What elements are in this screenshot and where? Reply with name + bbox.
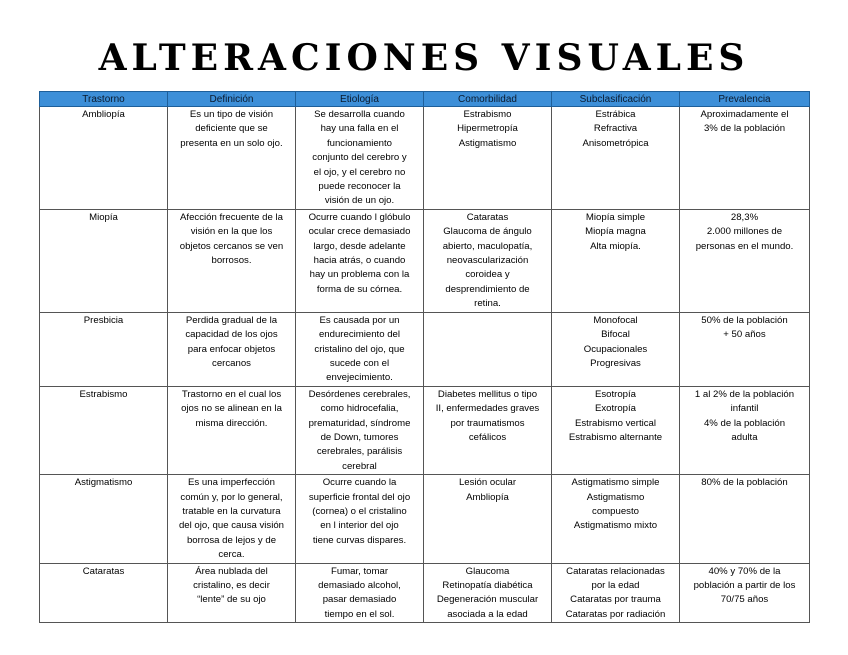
cell-text-line: II, enfermedades graves: [435, 403, 540, 415]
cell-text-line: 3% de la población: [703, 123, 786, 135]
cell-text-line: Trastorno en el cual los: [181, 388, 282, 400]
cell-text-line: Es una imperfección: [188, 477, 275, 489]
cell-text-line: 70/75 años: [720, 594, 769, 606]
cell-text-line: Cataratas: [82, 565, 125, 577]
cell-text-line: neovascularización: [446, 255, 529, 267]
cell-text-line: 1 al 2% de la población: [694, 388, 795, 400]
cell-etiologia: [296, 107, 424, 210]
cell-text-line: Ocupacionales: [583, 343, 648, 355]
column-header-definicion: Definición: [168, 92, 296, 107]
cell-text-line: 4% de la población: [703, 417, 786, 429]
cell-text-line: borrosa de lejos y de: [186, 534, 277, 546]
cell-text-line: tratable en la curvatura: [182, 505, 281, 517]
cell-text-line: demasiado alcohol,: [318, 580, 401, 591]
cell-comorbilidad: [424, 386, 552, 474]
cell-text-line: Perdida gradual de la: [185, 314, 278, 326]
cell-text-line: cerca.: [218, 549, 245, 561]
cell-comorbilidad: [424, 107, 552, 210]
cell-text-line: Es un tipo de visión: [189, 109, 274, 120]
cell-text-line: sucede con el: [329, 357, 390, 369]
cell-text-line: personas en el mundo.: [695, 240, 794, 252]
cell-text-line: compuesto: [592, 505, 639, 517]
cell-text-line: como hidrocefalia,: [320, 403, 399, 415]
cell-subclasificacion: [552, 475, 680, 563]
cell-comorbilidad: [424, 475, 552, 563]
cell-text-line: Retinopatía diabética: [442, 580, 533, 591]
cell-text-line: pasar demasiado: [322, 594, 397, 606]
cell-text-line: Ambliopía: [466, 491, 509, 503]
cell-text-line: conjunto del cerebro y: [312, 152, 407, 164]
disorders-table: [39, 91, 810, 623]
cell-text-line: Degeneración muscular: [436, 594, 539, 606]
table-row: [40, 475, 810, 563]
cell-text-line: ocular crece demasiado: [308, 226, 411, 238]
cell-prevalencia: [680, 475, 810, 563]
cell-text-line: Fumar, tomar: [330, 565, 389, 577]
cell-comorbilidad: [424, 312, 552, 386]
cell-text-line: Afección frecuente de la: [180, 211, 283, 223]
cell-text-line: Glaucoma: [465, 565, 510, 577]
cell-definicion: [168, 312, 296, 386]
cell-text-line: Cataratas por radiación: [565, 608, 666, 620]
cell-text-line: Área nublada del: [195, 565, 268, 577]
cell-text-line: coroidea y: [465, 269, 510, 281]
cell-text-line: por traumatismos: [450, 417, 525, 429]
column-header-subclasificacion: Subclasificación: [552, 92, 680, 107]
cell-text-line: Estrabismo vertical: [574, 417, 657, 429]
cell-text-line: del ojo, que causa visión: [178, 520, 285, 532]
cell-trastorno: [40, 107, 168, 210]
cell-text-line: tiempo en el sol.: [324, 608, 395, 620]
cell-text-line: de Down, tumores: [320, 431, 399, 443]
cell-text-line: puede reconocer la: [318, 181, 401, 193]
cell-trastorno: [40, 563, 168, 623]
cell-text-line: hay una falla en el: [320, 123, 399, 135]
cell-text-line: Estrabismo: [79, 388, 128, 400]
cell-prevalencia: [680, 386, 810, 474]
cell-text-line: 80% de la población: [701, 477, 788, 489]
cell-trastorno: [40, 475, 168, 563]
cell-etiologia: [296, 312, 424, 386]
cell-text-line: “lente” de su ojo: [197, 594, 266, 606]
cell-text-line: Diabetes mellitus o tipo: [437, 388, 538, 400]
cell-text-line: cristalino del ojo, que: [314, 343, 405, 355]
cell-definicion: [168, 563, 296, 623]
cell-etiologia: [296, 209, 424, 312]
cell-text-line: cerebrales, parálisis: [316, 446, 403, 458]
cell-text-line: el ojo, y el cerebro no: [313, 166, 406, 178]
table-header-row: [40, 92, 810, 107]
table-row: [40, 563, 810, 623]
cell-subclasificacion: [552, 209, 680, 312]
cell-text-line: Ocurre cuando la: [322, 477, 397, 489]
cell-comorbilidad: [424, 563, 552, 623]
cell-subclasificacion: [552, 563, 680, 623]
cell-text-line: abierto, maculopatía,: [442, 240, 533, 252]
cell-text-line: Alta miopía.: [590, 240, 641, 252]
cell-text-line: desprendimiento de: [445, 283, 530, 295]
table-body: [40, 107, 810, 623]
cell-text-line: funcionamiento: [326, 137, 393, 149]
cell-etiologia: [296, 563, 424, 623]
cell-text-line: envejecimiento.: [326, 372, 393, 384]
cell-text-line: Estrabismo: [463, 109, 512, 120]
cell-text-line: cercanos: [212, 357, 251, 369]
cell-etiologia: [296, 386, 424, 474]
cell-text-line: borrosos.: [211, 255, 252, 267]
cell-text-line: cerebral: [342, 460, 377, 472]
cell-definicion: [168, 475, 296, 563]
cell-text-line: población a partir de los: [693, 580, 796, 591]
cell-text-line: para enfocar objetos: [187, 343, 276, 355]
cell-text-line: ojos no se alinean en la: [181, 403, 282, 415]
cell-text-line: superficie frontal del ojo: [308, 491, 411, 503]
cell-text-line: visión en la que los: [190, 226, 273, 238]
cell-text-line: objetos cercanos se ven: [179, 240, 284, 252]
cell-text-line: Esotropía: [594, 388, 637, 400]
cell-text-line: 40% y 70% de la: [708, 565, 781, 577]
cell-text-line: asociada a la edad: [447, 608, 528, 620]
cell-text-line: hacia atrás, o cuando: [313, 255, 406, 267]
cell-prevalencia: [680, 312, 810, 386]
cell-text-line: Progresivas: [590, 357, 641, 369]
cell-definicion: [168, 386, 296, 474]
cell-text-line: Estrabismo alternante: [568, 431, 663, 443]
cell-text-line: Glaucoma de ángulo: [443, 226, 532, 238]
cell-trastorno: [40, 209, 168, 312]
cell-text-line: misma dirección.: [195, 417, 268, 429]
cell-text-line: Miopía simple: [585, 211, 646, 223]
cell-text-line: Cataratas por trauma: [570, 594, 661, 606]
cell-text-line: Monofocal: [593, 314, 638, 326]
cell-text-line: capacidad de los ojos: [185, 329, 278, 341]
cell-text-line: prematuridad, síndrome: [308, 417, 411, 429]
cell-subclasificacion: [552, 386, 680, 474]
cell-text-line: cristalino, es decir: [193, 580, 270, 591]
cell-text-line: Aproximadamente el: [700, 109, 789, 120]
cell-text-line: 2.000 millones de: [706, 226, 783, 238]
cell-definicion: [168, 107, 296, 210]
column-header-trastorno: Trastorno: [40, 92, 168, 107]
cell-text-line: largo, desde adelante: [313, 240, 406, 252]
cell-text-line: Estrábica: [595, 109, 636, 120]
table-row: [40, 107, 810, 210]
cell-text-line: en l interior del ojo: [320, 520, 399, 532]
cell-text-line: Astigmatismo: [586, 491, 645, 503]
cell-trastorno: [40, 386, 168, 474]
table-row: [40, 386, 810, 474]
cell-text-line: infantil: [730, 403, 759, 415]
cell-text-line: adulta: [731, 431, 758, 443]
cell-text-line: + 50 años: [723, 329, 766, 341]
column-header-etiologia: Etiología: [296, 92, 424, 107]
cell-text-line: Miopía magna: [585, 226, 646, 238]
cell-text-line: Hipermetropía: [457, 123, 518, 135]
cell-text-line: Bifocal: [601, 329, 630, 341]
cell-text-line: forma de su córnea.: [316, 283, 403, 295]
cell-text-line: hay un problema con la: [309, 269, 410, 281]
page-title: ALTERACIONES VISUALES: [98, 37, 750, 79]
cell-subclasificacion: [552, 312, 680, 386]
cell-text-line: tiene curvas dispares.: [312, 534, 407, 546]
cell-subclasificacion: [552, 107, 680, 210]
cell-text-line: 28,3%: [730, 211, 759, 223]
cell-prevalencia: [680, 209, 810, 312]
cell-text-line: cefálicos: [468, 431, 507, 443]
cell-text-line: común y, por lo general,: [180, 491, 283, 503]
cell-text-line: Astigmatismo: [74, 477, 133, 489]
cell-text-line: Ambliopía: [82, 109, 125, 120]
cell-text-line: Cataratas: [466, 211, 509, 223]
cell-text-line: Astigmatismo mixto: [573, 520, 658, 532]
cell-prevalencia: [680, 563, 810, 623]
cell-prevalencia: [680, 107, 810, 210]
cell-text-line: Astigmatismo simple: [571, 477, 660, 489]
cell-text-line: Es causada por un: [319, 314, 400, 326]
table-row: [40, 209, 810, 312]
cell-text-line: Anisometrópica: [582, 137, 649, 149]
cell-text-line: Astigmatismo: [458, 137, 517, 149]
cell-text-line: (cornea) o el cristalino: [312, 505, 407, 517]
cell-text-line: Presbicia: [83, 314, 124, 326]
cell-text-line: retina.: [474, 298, 501, 310]
cell-text-line: Miopía: [89, 211, 118, 223]
cell-definicion: [168, 209, 296, 312]
cell-etiologia: [296, 475, 424, 563]
cell-text-line: Lesión ocular: [458, 477, 517, 489]
cell-text-line: Se desarrolla cuando: [314, 109, 405, 120]
column-header-comorbilidad: Comorbilidad: [424, 92, 552, 107]
cell-text-line: Ocurre cuando l glóbulo: [308, 211, 411, 223]
cell-text-line: endurecimiento del: [318, 329, 401, 341]
cell-text-line: Refractiva: [593, 123, 638, 135]
cell-text-line: por la edad: [591, 580, 640, 591]
table-row: [40, 312, 810, 386]
cell-text-line: Exotropía: [594, 403, 637, 415]
cell-text-line: Cataratas relacionadas: [566, 565, 665, 577]
cell-text-line: deficiente que se: [195, 123, 268, 135]
cell-text-line: 50% de la población: [701, 314, 788, 326]
cell-comorbilidad: [424, 209, 552, 312]
cell-text-line: Desórdenes cerebrales,: [308, 388, 411, 400]
cell-trastorno: [40, 312, 168, 386]
cell-text-line: presenta en un solo ojo.: [180, 137, 283, 149]
cell-text-line: visión de un ojo.: [324, 195, 395, 207]
column-header-prevalencia: Prevalencia: [680, 92, 810, 107]
